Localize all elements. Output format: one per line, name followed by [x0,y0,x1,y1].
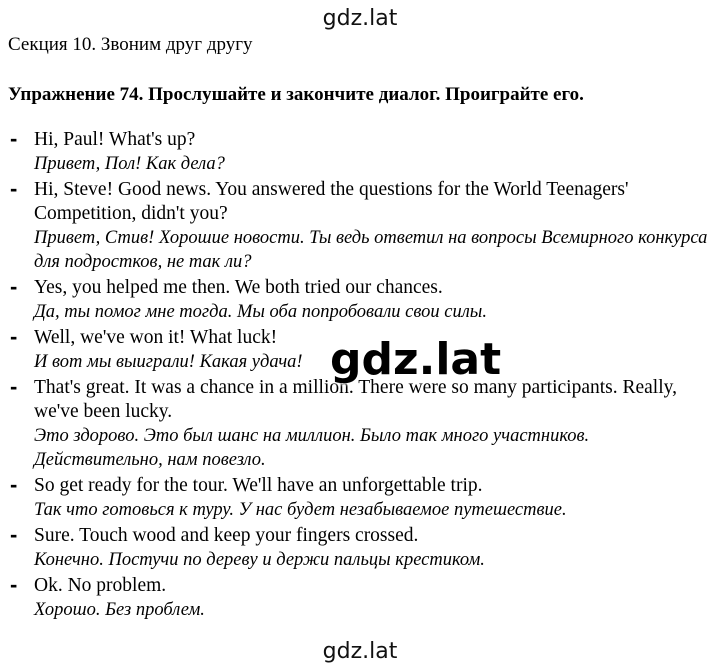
watermark-bottom: gdz.lat [322,639,398,664]
english-text: Well, we've won it! What luck! [34,327,278,348]
russian-translation: И вот мы выиграли! Какая удача! [34,352,303,372]
dialog-line [8,524,708,572]
dialog-line [8,474,708,522]
dash-bullet: - [10,324,18,349]
dash-bullet: - [10,274,18,299]
english-text: Sure. Touch wood and keep your fingers crossed. [34,525,419,546]
english-text: Ok. No problem. [34,575,167,596]
english-text: Hi, Steve! Good news. You answered the questions for the World Teenagers' Competition, didn't you? [34,179,629,224]
english-text: Yes, you helped me then. We both tried our chances. [34,277,443,298]
dialog-line [8,376,708,472]
watermark-top: gdz.lat [322,6,398,31]
russian-translation: Привет, Стив! Хорошие новости. Ты ведь ответил на вопросы Всемирного конкурса для подростков, не так ли? [34,228,708,272]
russian-translation: Хорошо. Без проблем. [34,600,205,620]
russian-translation: Это здорово. Это был шанс на миллион. Было так много участников. Действительно, нам повезло. [34,426,590,470]
dash-bullet: - [10,472,18,497]
dialog-line [8,276,708,324]
dialog-line [8,574,708,622]
russian-translation: Конечно. Постучи по дереву и держи пальцы крестиком. [34,550,485,570]
russian-translation: Так что готовься к туру. У нас будет незабываемое путешествие. [34,500,567,520]
english-text: So get ready for the tour. We'll have an unforgettable trip. [34,475,483,496]
dash-bullet: - [10,522,18,547]
dash-bullet: - [10,374,18,399]
english-text: That's great. It was a chance in a million. There were so many participants. Really, we've been lucky. [34,377,677,422]
dash-bullet: - [10,126,18,151]
dialog-line [8,178,708,274]
english-text: Hi, Paul! What's up? [34,129,196,150]
section-title: Секция 10. Звоним друг другу [8,34,253,55]
watermark-center: gdz.lat [330,334,502,385]
russian-translation: Привет, Пол! Как дела? [34,154,225,174]
dialog-line [8,128,708,176]
dash-bullet: - [10,572,18,597]
exercise-title: Упражнение 74. Прослушайте и закончите диалог. Проиграйте его. [8,84,584,105]
dash-bullet: - [10,176,18,201]
russian-translation: Да, ты помог мне тогда. Мы оба попробовали свои силы. [34,302,487,322]
